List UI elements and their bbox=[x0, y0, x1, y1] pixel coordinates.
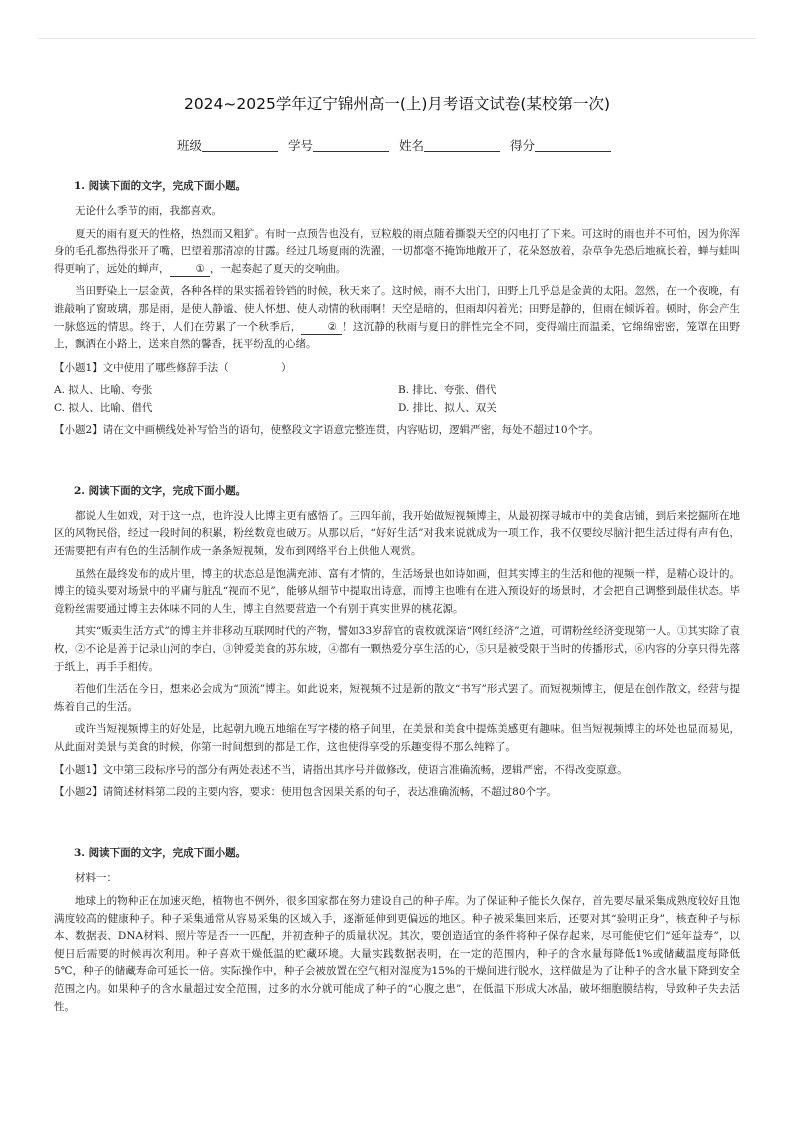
field-class-blank[interactable] bbox=[202, 139, 278, 152]
text-span: ，一起奏起了夏天的交响曲。 bbox=[209, 262, 347, 275]
paragraph bbox=[54, 226, 740, 279]
spacer bbox=[54, 805, 740, 845]
option-b[interactable]: B. 排比、夸张、借代 bbox=[398, 383, 497, 396]
spacer bbox=[54, 443, 740, 483]
field-name-blank[interactable] bbox=[424, 139, 500, 152]
fill-blank-2: ② bbox=[301, 320, 341, 335]
student-info-line bbox=[0, 136, 794, 154]
text-span: 夏天的雨有夏天的性格，热烈而又粗犷。有时一点预告也没有，豆粒般的雨点随着撕裂天空的闪电打了下来。可这时的雨也并不可怕，因为你浑身的毛孔都热得张开了嘴，巴望着那清凉的甘露。经过几场夏雨的洗濯，一切都毫不掩饰地敞开了，花朵怒放着，杂草争先恐后地疯长着，蝉与蛙叫得更响了，远处的蝉声， bbox=[54, 227, 740, 275]
field-number-label: 学号 bbox=[287, 138, 313, 153]
field-number-blank[interactable] bbox=[313, 139, 389, 152]
question-heading: 1. 阅读下面的文字，完成下面小题。 bbox=[74, 180, 247, 192]
sub-question-1: 【小题1】文中第三段标序号的部分有两处表述不当，请指出其序号并做修改，使语言准确流畅，逻辑严密，不得改变原意。 bbox=[54, 764, 628, 777]
paragraph: 都说人生如戏，对于这一点，也许没人比博主更有感悟了。三四年前，我开始做短视频博主，从最初探寻城市中的美食店铺，到后来挖掘所在地区的风物民俗，经过一段时间的积累，粉丝数竟也破万。从那以后，“好好生活”对我来说就成为一项工作，我不仅要绞尽脑汁把生活过得有声有色，还需要把有声有色的生活制作成一条条短视频，发布到网络平台上供他人观赏。 bbox=[54, 509, 740, 557]
paragraph: 无论什么季节的雨，我都喜欢。 bbox=[75, 205, 222, 217]
field-score-label: 得分 bbox=[509, 138, 535, 153]
paragraph: 地球上的物种正在加速灭绝，植物也不例外，很多国家都在努力建设自己的种子库。为了保证种子能长久保存，首先要尽量采集成熟度较好且饱满度较高的健康种子。种子采集通常从容易采集的区域入手，逐渐延伸到更偏远的地区。种子被采集回来后，还要对其“验明正身”，核查种子与标本、数据表、DNA材料、照片等是否一一匹配，并初查种子的质量状况。其次，要创造适宜的条件将种子保存起来，尽可能使它们“延年益寿”，以便日后需要的时候再次利用。种子喜欢干燥低温的贮藏环境。大量实践数据表明，在一定的范围内，种子的含水量每降低1%或储藏温度每降低5℃，种子的储藏寿命可延长一倍。实际操作中，种子会被放置在空气相对湿度为15%的干燥间进行脱水，这样做是为了让种子的含水量下降到安全范围之内。如果种子的含水量超过安全范围，过多的水分就可能成了种子的“心腹之患”，在低温下形成大冰晶，破坏细胞膜结构，导致种子失去活性。 bbox=[54, 895, 740, 1013]
option-c[interactable]: C. 拟人、比喻、借代 bbox=[54, 401, 153, 414]
paragraph: 其实“贩卖生活方式”的博主并非移动互联网时代的产物，譬如33岁辞官的袁枚就深谙“网红经济”之道，可谓粉丝经济变现第一人。①其实除了袁枚，②不论是善于记录山河的李白，③钟爱美食的苏东坡，④都有一颗热爱分享生活的心，⑤只是被受限于当时的传播形式，⑥内容的分享只得先落于纸上，再手手相传。 bbox=[54, 625, 740, 673]
page-title: 2024~2025学年辽宁锦州高一(上)月考语文试卷(某校第一次) bbox=[183, 95, 611, 113]
question-heading: 3. 阅读下面的文字，完成下面小题。 bbox=[74, 847, 247, 860]
exam-content bbox=[54, 178, 740, 1021]
option-a[interactable]: A. 拟人、比喻、夸张 bbox=[54, 383, 153, 396]
question-2 bbox=[54, 483, 740, 802]
paragraph: 或许当短视频博主的好处是，比起朝九晚五地缩在写字楼的格子间里，在美景和美食中提炼美感更有趣味。但当短视频博主的坏处也显而易见，从此面对美景与美食的时候，你第一时间想到的都是工作，这也使得享受的乐趣变得不那么纯粹了。 bbox=[54, 723, 740, 753]
text-span: 当田野染上一层金黄，各种各样的果实摇着铃铛的时候，秋天来了。这时候，雨不大出门，田野上几乎总是金黄的太阳。忽然，在一个夜晚，有谁敲响了窗玻璃，那是雨，是使人静谧、使人怀想、使人动情的秋雨啊！天空是暗的，但雨却闪着光；田野是静的，但雨在倾诉着。顿时，你会产生一脉悠远的情思。终于，人们在劳累了一个秋季后， bbox=[54, 285, 740, 333]
field-class-label: 班级 bbox=[176, 138, 202, 153]
fill-blank-1: ① bbox=[170, 262, 210, 277]
sub-question-1: 【小题1】文中使用了哪些修辞手法（ ） bbox=[54, 361, 292, 374]
option-d[interactable]: D. 排比、拟人、双关 bbox=[398, 401, 497, 414]
paragraph bbox=[54, 283, 740, 353]
question-heading: 2. 阅读下面的文字，完成下面小题。 bbox=[74, 484, 247, 497]
field-score-blank[interactable] bbox=[535, 139, 611, 152]
text-span: ！这沉静的秋雨与夏日的胖性完全不同，变得端庄而温柔，它绵绵密密，笼罩在田野上，飘洒在小路上，送来自然的馨香，抚平纷乱的心绪。 bbox=[54, 320, 741, 351]
question-1 bbox=[54, 178, 740, 439]
page-top-rule bbox=[38, 38, 756, 39]
paragraph: 虽然在最终发布的成片里，博主的状态总是饱满充沛、富有才情的，生活场景也如诗如画，但其实博主的生活和他的视频一样，是精心设计的。博主的镜头要对场景中的平庸与脏乱“视而不见”，能够从细节中提取出诗意，而博主也唯有在进入预设好的场景时，才会把自己调整到最佳状态。毕竟粉丝需要通过博主去体味不同的人生，博主自然要营造一个有别于真实世界的桃花源。 bbox=[54, 567, 740, 615]
sub-question-2: 【小题2】请简述材料第二段的主要内容，要求：使用包含因果关系的句子，表达准确流畅，不超过80个字。 bbox=[54, 786, 558, 799]
options-grid bbox=[54, 381, 740, 417]
question-3 bbox=[54, 845, 740, 1016]
paragraph: 若他们生活在今日，想来必会成为“顶流”博主。如此说来，短视频不过是新的散文“书写”形式罢了。而短视频博主，便是在创作散文，经营与提炼着自己的生活。 bbox=[54, 683, 740, 713]
material-label: 材料一： bbox=[75, 872, 117, 885]
field-name-label: 姓名 bbox=[398, 138, 424, 153]
sub-question-2: 【小题2】请在文中画横线处补写恰当的语句，使整段文字语意完整连贯，内容贴切，逻辑严密，每处不超过10个字。 bbox=[54, 423, 600, 436]
